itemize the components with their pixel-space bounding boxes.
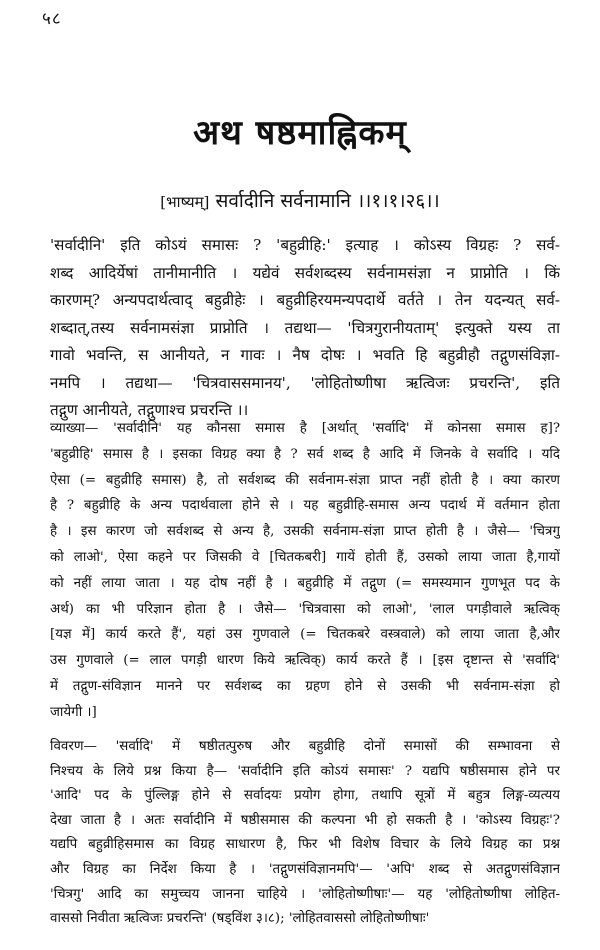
bhashya-line: गावो भवन्ति, स आनीयते, न गावः । नैष दोषः । भवति हि बहुव्रीहौ तद्गुणसंविज्ञा- xyxy=(50,346,560,364)
vivarana-line: वाससो निवीता ऋत्विजः प्रचरन्ति' (षड्विंश ३।८); 'लोहितवाससो लोहितोष्णीषाः' xyxy=(50,911,430,927)
vivarana-line: 'आदि' पद के पुंल्लिङ्ग होने से सर्वादयः प्रयोग होगा, तथापि सूत्रों में बहुत्र लिङ्ग-व्यत्यय xyxy=(50,788,560,804)
bhashya-line: शब्दात्,तस्य सर्वनामसंज्ञा प्राप्नोति । तद्यथा— 'चित्रगुरानीयताम्' इत्युक्ते यस्य ता xyxy=(50,318,560,337)
bhashya-line: कारणम्? अन्यपदार्थत्वाद् बहुव्रीहेः । बहुव्रीहिरयमन्यपदार्थे वर्तते । तेन यदन्यत् सर्व- xyxy=(50,291,560,309)
page-number: ५८ xyxy=(42,9,62,29)
vyakhya-line: [यज्ञ में] कार्य करते हैं', यहां उस गुणवाले (= चितकबरे वस्त्रवाले) को लाया जाता है,और xyxy=(50,627,560,643)
bhashya-label: [भाष्यम्] xyxy=(160,193,210,211)
vyakhya-line: को लाओ', ऐसा कहने पर जिसकी वे [चितकबरी] गायें होती हैं, उसको लाया जाता है,गायों xyxy=(50,549,560,565)
vyakhya-line: 'बहुव्रीहि' समास है । इसका विग्रह क्या है ? सर्व शब्द है आदि में जिनके वे सर्वादि । यदि xyxy=(50,446,560,462)
vyakhya-line: व्याख्या— 'सर्वादीनि' यह कौनसा समास है [अर्थात् 'सर्वादि' में कोनसा समास ह]? xyxy=(50,421,560,436)
sutra-heading xyxy=(0,187,600,213)
vyakhya-line: जायेगी ।] xyxy=(50,704,97,720)
vyakhya-line: है । इस कारण जो सर्वशब्द से अन्य है, उसकी सर्वनाम-संज्ञा प्राप्त होती है । जैसे— 'चित्रगु xyxy=(50,524,560,540)
vivarana-line: 'चित्रगु' आदि का समुच्चय जानना चाहिये । 'लोहितोष्णीषाः'— यह 'लोहितोष्णीषा लोहित- xyxy=(50,886,560,902)
vyakhya-line: में तद्गुण-संविज्ञान मानने पर सर्वशब्द का ग्रहण होने से उसकी भी सर्वनाम-संज्ञा हो xyxy=(50,678,560,694)
bhashya-line: तद्गुण आनीयते, तद्गुणाश्च प्रचरन्ति ।। xyxy=(50,401,249,419)
chapter-title: अथ षष्ठमाह्निकम् xyxy=(193,113,407,153)
bhashya-paragraph xyxy=(50,232,560,425)
vivarana-line: यद्यपि बहुव्रीहिसमास का विग्रह साधारण है, फिर भी विशेष विचार के लिये विग्रह का प्रश्न xyxy=(50,837,560,853)
vyakhya-line: है ? बहुव्रीहि के अन्य पदार्थवाला होने से । यह बहुव्रीहि-समास अन्य पदार्थ में वर्तमान होता xyxy=(50,498,560,514)
vivarana-line: विवरण— 'सर्वादि' में षष्ठीतत्पुरुष और बहुव्रीहि दोनों समासों की सम्भावना से xyxy=(50,739,560,754)
vivarana-line: और विग्रह का निर्देश किया है । 'तद्गुणसंविज्ञानमपि'— 'अपि' शब्द से अतद्गुणसंविज्ञान xyxy=(50,861,560,877)
vyakhya-paragraph xyxy=(50,416,560,726)
vivarana-paragraph xyxy=(50,735,560,932)
vyakhya-line: ऐसा (= बहुव्रीहि समास) है, तो सर्वशब्द की सर्वनाम-संज्ञा प्राप्त नहीं होती है । क्या कारण xyxy=(50,472,560,488)
bhashya-line: नमपि । तद्यथा— 'चित्रवाससमानय', 'लोहितोष्णीषा ऋत्विजः प्रचरन्ति', इति xyxy=(50,373,560,392)
bhashya-line: शब्द आदिर्येषां तानीमानीति । यद्येवं सर्वशब्दस्य सर्वनामसंज्ञा न प्राप्नोति । किं xyxy=(50,263,560,282)
sutra-text: सर्वादीनि सर्वनामानि ।।१।१।२६।। xyxy=(215,190,440,212)
vyakhya-line: अर्थ) का भी परिज्ञान होता है । जैसे— 'चित्रवासा को लाओ', 'लाल पगड़ीवाले ऋत्विक् xyxy=(50,601,560,617)
vyakhya-line: उस गुणवाले (= लाल पगड़ी धारण किये ऋत्विक्) कार्य करते हैं । [इस दृष्टान्त से 'सर्वादि' xyxy=(50,653,560,669)
vyakhya-line: को नहीं लाया जाता । यह दोष नहीं है । बहुव्रीहि में तद्गुण (= समस्यमान गुणभूत पद के xyxy=(50,575,560,591)
vivarana-line: निश्चय के लिये प्रश्न किया है— 'सर्वादीनि इति कोऽयं समासः' ? यद्यपि षष्ठीसमास होने पर xyxy=(50,763,560,779)
bhashya-line: 'सर्वादीनि' इति कोऽयं समासः ? 'बहुव्रीहि:' इत्याह । कोऽस्य विग्रहः ? सर्व- xyxy=(50,236,560,254)
vivarana-line: देखा जाता है । अतः सर्वादीनि में षष्ठीसमास की कल्पना भी हो सकती है । 'कोऽस्य विग्रहः'? xyxy=(50,812,560,828)
